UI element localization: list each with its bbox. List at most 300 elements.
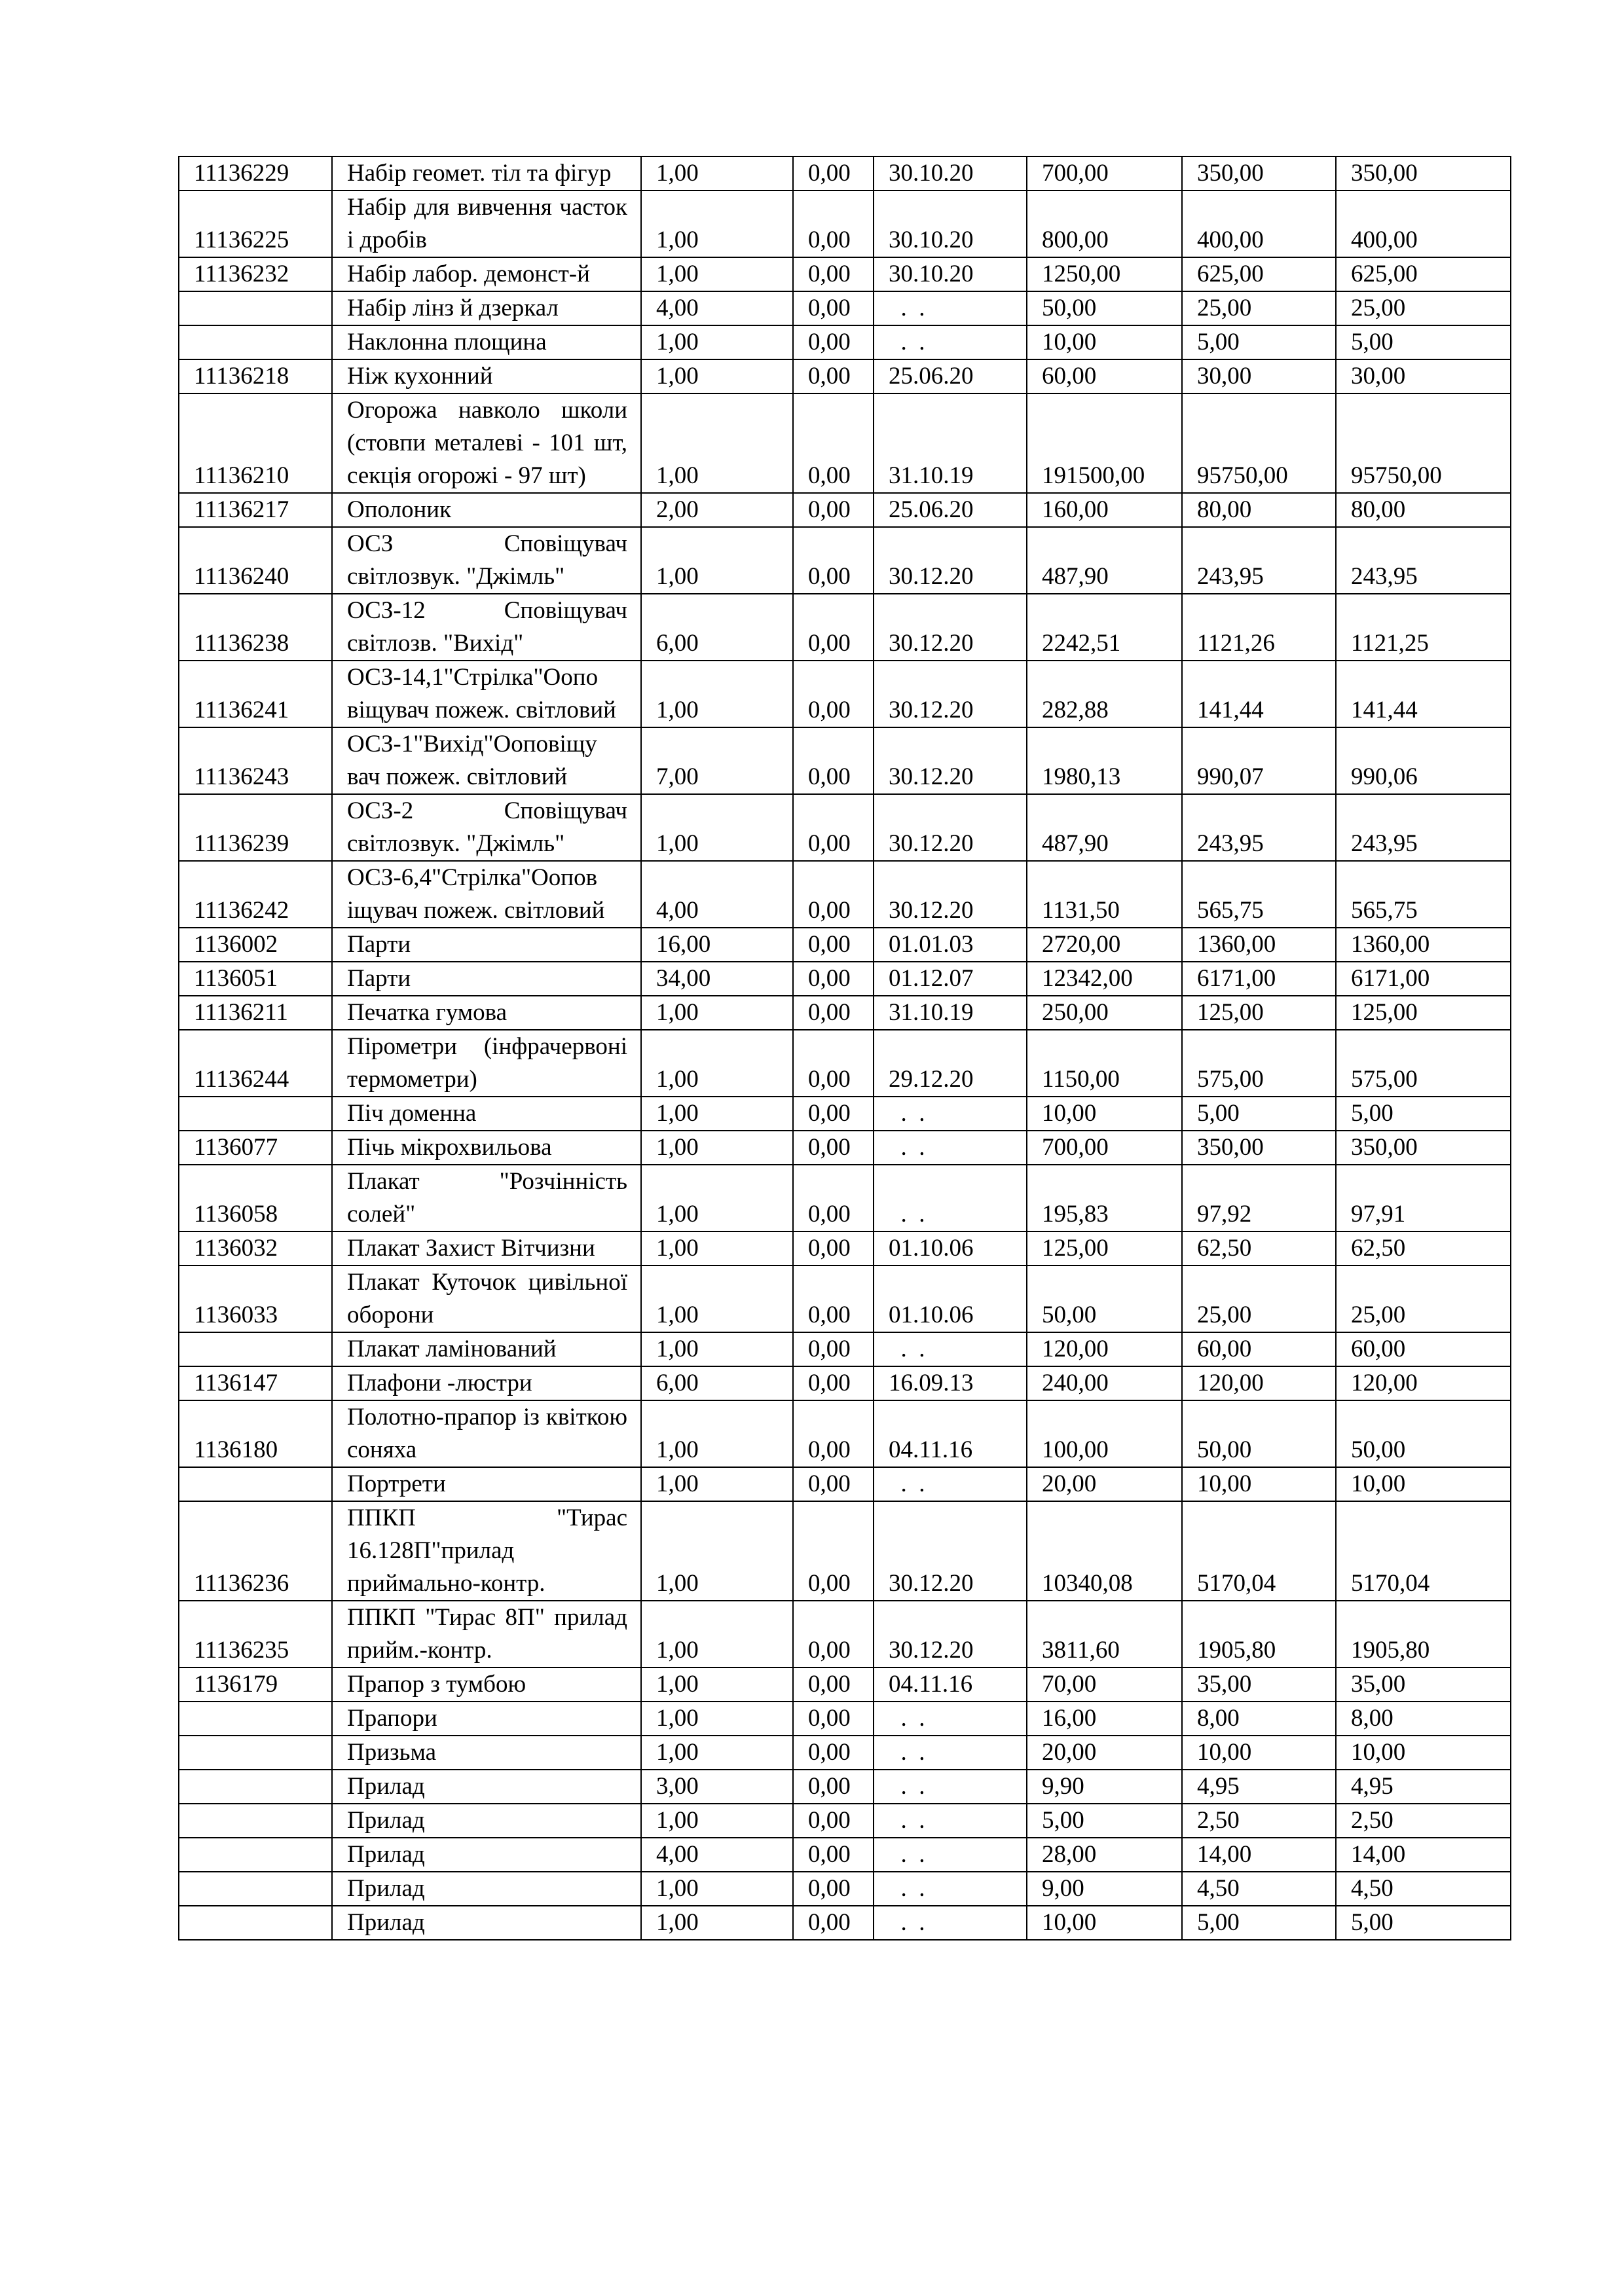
inventory-number-cell: 11136211 <box>179 996 332 1030</box>
depreciation-cell: 10,00 <box>1182 1467 1336 1501</box>
date-cell: 29.12.20 <box>874 1030 1027 1097</box>
residual-value-cell: 990,06 <box>1336 727 1511 794</box>
inventory-number-cell: 11136244 <box>179 1030 332 1097</box>
depreciation-cell: 350,00 <box>1182 156 1336 191</box>
quantity-cell: 4,00 <box>641 1838 793 1872</box>
item-name-cell: Плакат ламінований <box>332 1332 641 1366</box>
residual-value-cell: 1360,00 <box>1336 928 1511 962</box>
depreciation-cell: 1121,26 <box>1182 594 1336 661</box>
depreciation-cell: 95750,00 <box>1182 393 1336 493</box>
quantity-2-cell: 0,00 <box>793 493 874 527</box>
table-row <box>179 1906 1511 1940</box>
item-name-cell: ОСЗ-1"Вихід"Ооповіщу вач пожеж. світловий <box>332 727 641 794</box>
date-cell: 30.12.20 <box>874 861 1027 928</box>
amount-cell: 16,00 <box>1027 1702 1182 1736</box>
residual-value-cell: 5170,04 <box>1336 1501 1511 1601</box>
residual-value-cell: 14,00 <box>1336 1838 1511 1872</box>
residual-value-cell: 350,00 <box>1336 1131 1511 1165</box>
item-name-cell: Прапор з тумбою <box>332 1667 641 1702</box>
item-name-cell: Плакат Куточок цивільної оборони <box>332 1266 641 1332</box>
depreciation-cell: 5,00 <box>1182 325 1336 359</box>
residual-value-cell: 97,91 <box>1336 1165 1511 1231</box>
quantity-2-cell: 0,00 <box>793 928 874 962</box>
quantity-2-cell: 0,00 <box>793 861 874 928</box>
date-cell: 30.10.20 <box>874 257 1027 291</box>
residual-value-cell: 8,00 <box>1336 1702 1511 1736</box>
depreciation-cell: 35,00 <box>1182 1667 1336 1702</box>
table-row <box>179 1501 1511 1601</box>
inventory-table-body <box>179 156 1511 1940</box>
quantity-cell: 1,00 <box>641 1400 793 1467</box>
depreciation-cell: 5170,04 <box>1182 1501 1336 1601</box>
inventory-number-cell <box>179 1702 332 1736</box>
inventory-number-cell: 11136218 <box>179 359 332 393</box>
date-cell: . . <box>874 1097 1027 1131</box>
depreciation-cell: 625,00 <box>1182 257 1336 291</box>
table-row <box>179 962 1511 996</box>
item-name-cell: ППКП "Тирас 8П" прилад прийм.-контр. <box>332 1601 641 1667</box>
residual-value-cell: 5,00 <box>1336 1906 1511 1940</box>
item-name-cell: Портрети <box>332 1467 641 1501</box>
quantity-2-cell: 0,00 <box>793 1097 874 1131</box>
inventory-number-cell: 1136051 <box>179 962 332 996</box>
residual-value-cell: 80,00 <box>1336 493 1511 527</box>
item-name-cell: Прилад <box>332 1872 641 1906</box>
quantity-cell: 1,00 <box>641 257 793 291</box>
residual-value-cell: 125,00 <box>1336 996 1511 1030</box>
inventory-number-cell: 1136033 <box>179 1266 332 1332</box>
inventory-number-cell <box>179 1467 332 1501</box>
amount-cell: 1250,00 <box>1027 257 1182 291</box>
residual-value-cell: 625,00 <box>1336 257 1511 291</box>
quantity-cell: 1,00 <box>641 1501 793 1601</box>
item-name-cell: ОСЗ-14,1"Стрілка"Оопо віщувач пожеж. світловий <box>332 661 641 727</box>
residual-value-cell: 25,00 <box>1336 1266 1511 1332</box>
depreciation-cell: 62,50 <box>1182 1231 1336 1266</box>
amount-cell: 9,00 <box>1027 1872 1182 1906</box>
quantity-cell: 1,00 <box>641 156 793 191</box>
quantity-2-cell: 0,00 <box>793 291 874 325</box>
inventory-number-cell <box>179 325 332 359</box>
quantity-cell: 34,00 <box>641 962 793 996</box>
item-name-cell: ОСЗ Сповіщувач світлозвук. "Джімль" <box>332 527 641 594</box>
date-cell: . . <box>874 1736 1027 1770</box>
item-name-cell: Прапори <box>332 1702 641 1736</box>
inventory-table <box>178 156 1511 1941</box>
date-cell: 31.10.19 <box>874 996 1027 1030</box>
residual-value-cell: 95750,00 <box>1336 393 1511 493</box>
amount-cell: 60,00 <box>1027 359 1182 393</box>
depreciation-cell: 565,75 <box>1182 861 1336 928</box>
amount-cell: 10,00 <box>1027 325 1182 359</box>
item-name-cell: Призьма <box>332 1736 641 1770</box>
table-row <box>179 1366 1511 1400</box>
date-cell: 01.01.03 <box>874 928 1027 962</box>
quantity-cell: 1,00 <box>641 1804 793 1838</box>
depreciation-cell: 8,00 <box>1182 1702 1336 1736</box>
date-cell: . . <box>874 1872 1027 1906</box>
depreciation-cell: 30,00 <box>1182 359 1336 393</box>
quantity-cell: 7,00 <box>641 727 793 794</box>
date-cell: . . <box>874 1702 1027 1736</box>
amount-cell: 487,90 <box>1027 527 1182 594</box>
inventory-number-cell: 1136032 <box>179 1231 332 1266</box>
residual-value-cell: 10,00 <box>1336 1736 1511 1770</box>
quantity-2-cell: 0,00 <box>793 1231 874 1266</box>
item-name-cell: Прилад <box>332 1838 641 1872</box>
inventory-number-cell <box>179 1332 332 1366</box>
date-cell: 31.10.19 <box>874 393 1027 493</box>
item-name-cell: Пірометри (інфрачервоні термометри) <box>332 1030 641 1097</box>
residual-value-cell: 62,50 <box>1336 1231 1511 1266</box>
depreciation-cell: 990,07 <box>1182 727 1336 794</box>
amount-cell: 487,90 <box>1027 794 1182 861</box>
depreciation-cell: 125,00 <box>1182 996 1336 1030</box>
table-row <box>179 1400 1511 1467</box>
date-cell: 04.11.16 <box>874 1400 1027 1467</box>
quantity-2-cell: 0,00 <box>793 727 874 794</box>
residual-value-cell: 4,50 <box>1336 1872 1511 1906</box>
table-row <box>179 393 1511 493</box>
quantity-cell: 1,00 <box>641 325 793 359</box>
amount-cell: 28,00 <box>1027 1838 1182 1872</box>
residual-value-cell: 30,00 <box>1336 359 1511 393</box>
date-cell: . . <box>874 1770 1027 1804</box>
amount-cell: 195,83 <box>1027 1165 1182 1231</box>
item-name-cell: Плакат "Розчінність солей" <box>332 1165 641 1231</box>
quantity-2-cell: 0,00 <box>793 325 874 359</box>
item-name-cell: Парти <box>332 928 641 962</box>
quantity-2-cell: 0,00 <box>793 393 874 493</box>
residual-value-cell: 1121,25 <box>1336 594 1511 661</box>
quantity-2-cell: 0,00 <box>793 1601 874 1667</box>
depreciation-cell: 6171,00 <box>1182 962 1336 996</box>
quantity-2-cell: 0,00 <box>793 1872 874 1906</box>
depreciation-cell: 4,95 <box>1182 1770 1336 1804</box>
residual-value-cell: 6171,00 <box>1336 962 1511 996</box>
table-row <box>179 1165 1511 1231</box>
amount-cell: 9,90 <box>1027 1770 1182 1804</box>
depreciation-cell: 120,00 <box>1182 1366 1336 1400</box>
quantity-2-cell: 0,00 <box>793 1667 874 1702</box>
inventory-number-cell: 1136147 <box>179 1366 332 1400</box>
inventory-number-cell: 11136232 <box>179 257 332 291</box>
inventory-number-cell: 11136217 <box>179 493 332 527</box>
depreciation-cell: 5,00 <box>1182 1906 1336 1940</box>
amount-cell: 700,00 <box>1027 156 1182 191</box>
quantity-2-cell: 0,00 <box>793 1906 874 1940</box>
depreciation-cell: 575,00 <box>1182 1030 1336 1097</box>
inventory-number-cell: 11136236 <box>179 1501 332 1601</box>
depreciation-cell: 243,95 <box>1182 794 1336 861</box>
residual-value-cell: 25,00 <box>1336 291 1511 325</box>
residual-value-cell: 243,95 <box>1336 794 1511 861</box>
quantity-2-cell: 0,00 <box>793 1131 874 1165</box>
depreciation-cell: 80,00 <box>1182 493 1336 527</box>
inventory-number-cell <box>179 1097 332 1131</box>
amount-cell: 160,00 <box>1027 493 1182 527</box>
item-name-cell: Набір лінз й дзеркал <box>332 291 641 325</box>
inventory-number-cell <box>179 1770 332 1804</box>
item-name-cell: Прилад <box>332 1770 641 1804</box>
inventory-number-cell <box>179 1872 332 1906</box>
quantity-2-cell: 0,00 <box>793 1838 874 1872</box>
item-name-cell: Ніж кухонний <box>332 359 641 393</box>
date-cell: 30.12.20 <box>874 794 1027 861</box>
quantity-cell: 1,00 <box>641 1601 793 1667</box>
quantity-cell: 1,00 <box>641 527 793 594</box>
amount-cell: 20,00 <box>1027 1467 1182 1501</box>
table-row <box>179 1332 1511 1366</box>
item-name-cell: Наклонна площина <box>332 325 641 359</box>
residual-value-cell: 5,00 <box>1336 325 1511 359</box>
table-row <box>179 928 1511 962</box>
quantity-2-cell: 0,00 <box>793 1702 874 1736</box>
depreciation-cell: 400,00 <box>1182 191 1336 257</box>
table-row <box>179 594 1511 661</box>
quantity-cell: 16,00 <box>641 928 793 962</box>
inventory-number-cell: 11136235 <box>179 1601 332 1667</box>
quantity-2-cell: 0,00 <box>793 359 874 393</box>
date-cell: 30.12.20 <box>874 1501 1027 1601</box>
inventory-number-cell: 11136243 <box>179 727 332 794</box>
quantity-cell: 1,00 <box>641 1702 793 1736</box>
quantity-cell: 1,00 <box>641 1266 793 1332</box>
item-name-cell: Ополоник <box>332 493 641 527</box>
amount-cell: 700,00 <box>1027 1131 1182 1165</box>
quantity-2-cell: 0,00 <box>793 1770 874 1804</box>
residual-value-cell: 350,00 <box>1336 156 1511 191</box>
amount-cell: 10,00 <box>1027 1097 1182 1131</box>
quantity-cell: 1,00 <box>641 1165 793 1231</box>
table-row <box>179 861 1511 928</box>
item-name-cell: Прилад <box>332 1804 641 1838</box>
inventory-number-cell: 11136241 <box>179 661 332 727</box>
table-row <box>179 1702 1511 1736</box>
table-row <box>179 794 1511 861</box>
residual-value-cell: 565,75 <box>1336 861 1511 928</box>
quantity-cell: 1,00 <box>641 1332 793 1366</box>
depreciation-cell: 2,50 <box>1182 1804 1336 1838</box>
table-row <box>179 527 1511 594</box>
item-name-cell: ОСЗ-6,4"Стрілка"Оопов іщувач пожеж. світловий <box>332 861 641 928</box>
residual-value-cell: 1905,80 <box>1336 1601 1511 1667</box>
inventory-number-cell <box>179 291 332 325</box>
quantity-cell: 1,00 <box>641 191 793 257</box>
quantity-cell: 1,00 <box>641 1030 793 1097</box>
inventory-number-cell: 1136002 <box>179 928 332 962</box>
item-name-cell: Огорожа навколо школи (стовпи металеві - 101 шт, секція огорожі - 97 шт) <box>332 393 641 493</box>
table-row <box>179 1231 1511 1266</box>
quantity-2-cell: 0,00 <box>793 191 874 257</box>
amount-cell: 100,00 <box>1027 1400 1182 1467</box>
quantity-cell: 1,00 <box>641 1872 793 1906</box>
amount-cell: 50,00 <box>1027 1266 1182 1332</box>
table-row <box>179 1601 1511 1667</box>
amount-cell: 10340,08 <box>1027 1501 1182 1601</box>
depreciation-cell: 25,00 <box>1182 291 1336 325</box>
item-name-cell: Набір для вивчення часток і дробів <box>332 191 641 257</box>
table-row <box>179 1030 1511 1097</box>
quantity-2-cell: 0,00 <box>793 1165 874 1231</box>
item-name-cell: ОСЗ-12 Сповіщувач світлозв. "Вихід" <box>332 594 641 661</box>
quantity-2-cell: 0,00 <box>793 257 874 291</box>
item-name-cell: Піч доменна <box>332 1097 641 1131</box>
item-name-cell: Набір геомет. тіл та фігур <box>332 156 641 191</box>
residual-value-cell: 141,44 <box>1336 661 1511 727</box>
depreciation-cell: 60,00 <box>1182 1332 1336 1366</box>
item-name-cell: Плафони -люстри <box>332 1366 641 1400</box>
date-cell: 30.10.20 <box>874 156 1027 191</box>
table-row <box>179 1266 1511 1332</box>
date-cell: 30.12.20 <box>874 727 1027 794</box>
date-cell: 25.06.20 <box>874 493 1027 527</box>
item-name-cell: ОСЗ-2 Сповіщувач світлозвук. "Джімль" <box>332 794 641 861</box>
date-cell: 04.11.16 <box>874 1667 1027 1702</box>
depreciation-cell: 25,00 <box>1182 1266 1336 1332</box>
item-name-cell: Плакат Захист Вітчизни <box>332 1231 641 1266</box>
quantity-2-cell: 0,00 <box>793 962 874 996</box>
quantity-cell: 6,00 <box>641 1366 793 1400</box>
table-row <box>179 1667 1511 1702</box>
quantity-cell: 1,00 <box>641 1231 793 1266</box>
inventory-number-cell: 11136239 <box>179 794 332 861</box>
residual-value-cell: 400,00 <box>1336 191 1511 257</box>
date-cell: . . <box>874 1467 1027 1501</box>
quantity-2-cell: 0,00 <box>793 1804 874 1838</box>
inventory-number-cell <box>179 1906 332 1940</box>
quantity-2-cell: 0,00 <box>793 527 874 594</box>
date-cell: . . <box>874 1804 1027 1838</box>
quantity-2-cell: 0,00 <box>793 996 874 1030</box>
depreciation-cell: 50,00 <box>1182 1400 1336 1467</box>
quantity-cell: 1,00 <box>641 1736 793 1770</box>
quantity-cell: 1,00 <box>641 359 793 393</box>
quantity-cell: 1,00 <box>641 996 793 1030</box>
depreciation-cell: 1360,00 <box>1182 928 1336 962</box>
table-row <box>179 996 1511 1030</box>
inventory-number-cell: 11136238 <box>179 594 332 661</box>
table-row <box>179 291 1511 325</box>
quantity-2-cell: 0,00 <box>793 1736 874 1770</box>
inventory-number-cell: 1136179 <box>179 1667 332 1702</box>
quantity-2-cell: 0,00 <box>793 1366 874 1400</box>
inventory-number-cell: 11136225 <box>179 191 332 257</box>
amount-cell: 125,00 <box>1027 1231 1182 1266</box>
item-name-cell: ППКП "Тирас 16.128П"прилад приймально-контр. <box>332 1501 641 1601</box>
residual-value-cell: 243,95 <box>1336 527 1511 594</box>
quantity-2-cell: 0,00 <box>793 661 874 727</box>
amount-cell: 5,00 <box>1027 1804 1182 1838</box>
residual-value-cell: 50,00 <box>1336 1400 1511 1467</box>
quantity-2-cell: 0,00 <box>793 1501 874 1601</box>
amount-cell: 120,00 <box>1027 1332 1182 1366</box>
table-row <box>179 1838 1511 1872</box>
depreciation-cell: 5,00 <box>1182 1097 1336 1131</box>
depreciation-cell: 10,00 <box>1182 1736 1336 1770</box>
amount-cell: 10,00 <box>1027 1906 1182 1940</box>
residual-value-cell: 35,00 <box>1336 1667 1511 1702</box>
quantity-cell: 1,00 <box>641 1667 793 1702</box>
table-row <box>179 1467 1511 1501</box>
date-cell: 30.10.20 <box>874 191 1027 257</box>
residual-value-cell: 5,00 <box>1336 1097 1511 1131</box>
table-row <box>179 1770 1511 1804</box>
quantity-cell: 1,00 <box>641 1097 793 1131</box>
table-row <box>179 1736 1511 1770</box>
quantity-cell: 3,00 <box>641 1770 793 1804</box>
quantity-cell: 2,00 <box>641 493 793 527</box>
item-name-cell: Парти <box>332 962 641 996</box>
date-cell: . . <box>874 1165 1027 1231</box>
item-name-cell: Полотно-прапор із квіткою соняха <box>332 1400 641 1467</box>
quantity-2-cell: 0,00 <box>793 1400 874 1467</box>
amount-cell: 1131,50 <box>1027 861 1182 928</box>
quantity-cell: 1,00 <box>641 794 793 861</box>
date-cell: 30.12.20 <box>874 594 1027 661</box>
residual-value-cell: 575,00 <box>1336 1030 1511 1097</box>
amount-cell: 3811,60 <box>1027 1601 1182 1667</box>
date-cell: 01.12.07 <box>874 962 1027 996</box>
inventory-number-cell <box>179 1736 332 1770</box>
depreciation-cell: 97,92 <box>1182 1165 1336 1231</box>
depreciation-cell: 350,00 <box>1182 1131 1336 1165</box>
table-row <box>179 1804 1511 1838</box>
table-row <box>179 359 1511 393</box>
date-cell: 30.12.20 <box>874 527 1027 594</box>
amount-cell: 240,00 <box>1027 1366 1182 1400</box>
inventory-number-cell: 1136077 <box>179 1131 332 1165</box>
residual-value-cell: 120,00 <box>1336 1366 1511 1400</box>
quantity-cell: 1,00 <box>641 661 793 727</box>
amount-cell: 50,00 <box>1027 291 1182 325</box>
table-row <box>179 156 1511 191</box>
table-row <box>179 661 1511 727</box>
date-cell: . . <box>874 291 1027 325</box>
date-cell: . . <box>874 1332 1027 1366</box>
quantity-cell: 1,00 <box>641 1467 793 1501</box>
amount-cell: 250,00 <box>1027 996 1182 1030</box>
amount-cell: 20,00 <box>1027 1736 1182 1770</box>
inventory-number-cell: 11136229 <box>179 156 332 191</box>
amount-cell: 1980,13 <box>1027 727 1182 794</box>
depreciation-cell: 4,50 <box>1182 1872 1336 1906</box>
quantity-cell: 1,00 <box>641 393 793 493</box>
quantity-cell: 6,00 <box>641 594 793 661</box>
quantity-cell: 1,00 <box>641 1906 793 1940</box>
inventory-number-cell: 11136240 <box>179 527 332 594</box>
inventory-number-cell <box>179 1838 332 1872</box>
quantity-cell: 4,00 <box>641 291 793 325</box>
quantity-cell: 4,00 <box>641 861 793 928</box>
date-cell: 16.09.13 <box>874 1366 1027 1400</box>
residual-value-cell: 60,00 <box>1336 1332 1511 1366</box>
depreciation-cell: 14,00 <box>1182 1838 1336 1872</box>
table-row <box>179 727 1511 794</box>
residual-value-cell: 2,50 <box>1336 1804 1511 1838</box>
date-cell: . . <box>874 1906 1027 1940</box>
table-row <box>179 1872 1511 1906</box>
quantity-2-cell: 0,00 <box>793 156 874 191</box>
date-cell: 30.12.20 <box>874 1601 1027 1667</box>
table-row <box>179 1097 1511 1131</box>
amount-cell: 2720,00 <box>1027 928 1182 962</box>
amount-cell: 2242,51 <box>1027 594 1182 661</box>
item-name-cell: Набір лабор. демонст-й <box>332 257 641 291</box>
depreciation-cell: 1905,80 <box>1182 1601 1336 1667</box>
item-name-cell: Пічь мікрохвильова <box>332 1131 641 1165</box>
date-cell: . . <box>874 325 1027 359</box>
